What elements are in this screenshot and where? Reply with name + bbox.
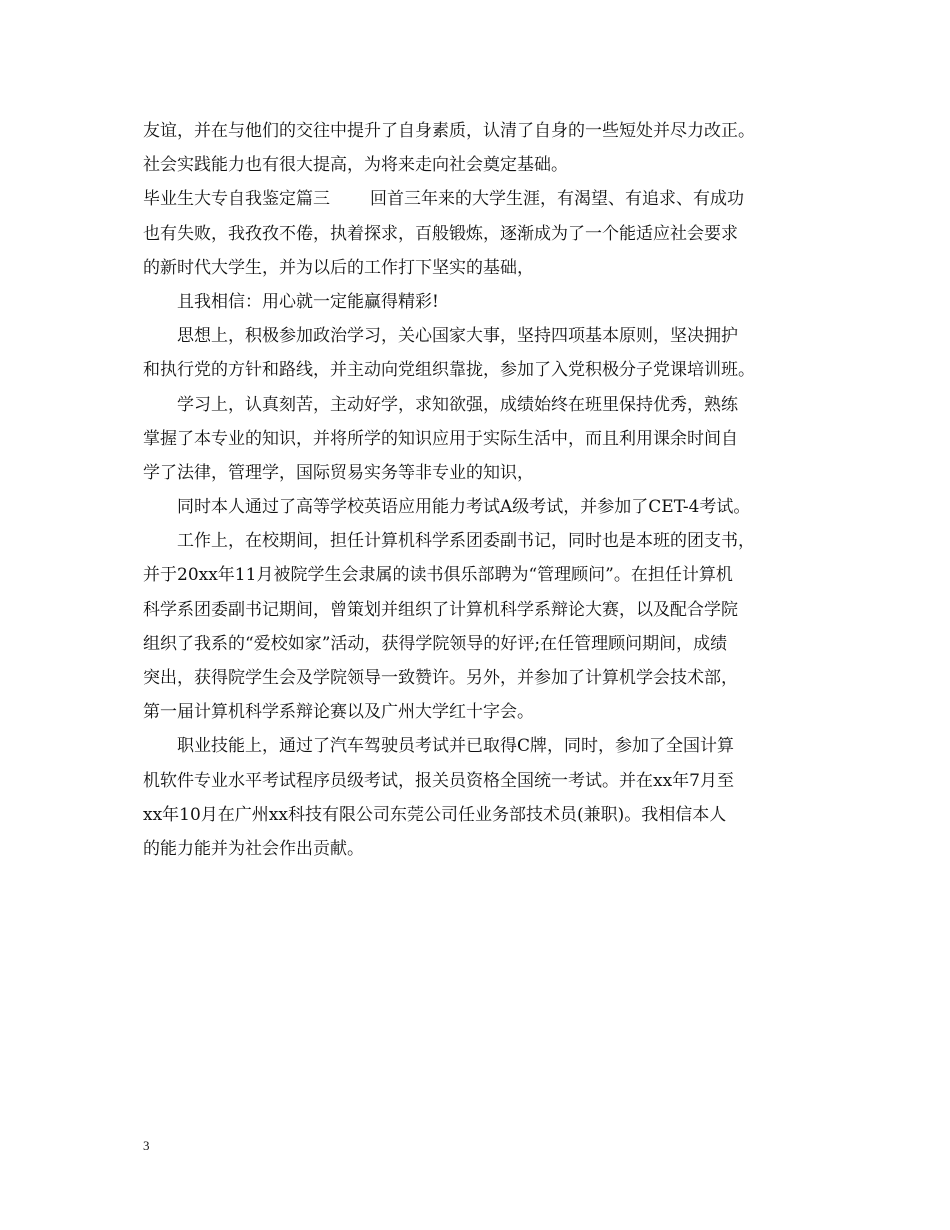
paragraph-thought: 思想上，积极参加政治学习，关心国家大事，坚持四项基本原则，坚决拥护 xyxy=(177,326,738,347)
section-title: 毕业生大专自我鉴定篇三 xyxy=(143,189,330,210)
text-line: 社会实践能力也有很大提高，为将来走向社会奠定基础。 xyxy=(143,155,568,176)
paragraph-study: 学习上，认真刻苦，主动好学，求知欲强，成绩始终在班里保持优秀，熟练 xyxy=(177,394,738,415)
text-line: 学了法律，管理学，国际贸易实务等非专业的知识， xyxy=(143,462,534,483)
text-line: 组织了我系的“爱校如家”活动，获得学院领导的好评;在任管理顾问期间，成绩 xyxy=(143,633,728,654)
text-line: 科学系团委副书记期间，曾策划并组织了计算机科学系辩论大赛，以及配合学院 xyxy=(143,599,738,620)
paragraph-exam: 同时本人通过了高等学校英语应用能力考试A级考试，并参加了CET-4考试。 xyxy=(177,497,751,518)
text-line: 友谊，并在与他们的交往中提升了自身素质，认清了自身的一些短处并尽力改正。 xyxy=(143,121,755,141)
text-line: 且我相信：用心就一定能赢得精彩! xyxy=(177,291,439,312)
text-line: 的能力能并为社会作出贡献。 xyxy=(143,838,364,859)
page-number: 3 xyxy=(143,1138,150,1153)
section-intro-text: 回首三年来的大学生涯，有渴望、有追求、有成功 xyxy=(370,189,744,210)
text-line: 和执行党的方针和路线，并主动向党组织靠拢，参加了入党积极分子党课培训班。 xyxy=(143,360,755,381)
text-line: 掌握了本专业的知识，并将所学的知识应用于实际生活中，而且利用课余时间自 xyxy=(143,428,738,449)
text-line: xx年10月在广州xx科技有限公司东莞公司任业务部技术员(兼职)。我相信本人 xyxy=(143,804,727,825)
text-line: 突出，获得院学生会及学院领导一致赞许。另外，并参加了计算机学会技术部， xyxy=(143,668,738,688)
text-line: 机软件专业水平考试程序员级考试，报关员资格全国统一考试。并在xx年7月至 xyxy=(143,770,734,791)
paragraph-work: 工作上，在校期间，担任计算机科学系团委副书记，同时也是本班的团支书， xyxy=(177,531,755,552)
section-heading-line xyxy=(143,182,813,216)
text-line: 第一届计算机科学系辩论赛以及广州大学红十字会。 xyxy=(143,702,534,723)
text-line: 也有失败，我孜孜不倦，执着探求，百般锻炼，逐渐成为了一个能适应社会要求 xyxy=(143,223,738,244)
text-line: 并于20xx年11月被院学生会隶属的读书俱乐部聘为“管理顾问”。在担任计算机 xyxy=(143,565,733,586)
document-body xyxy=(143,114,813,866)
text-line: 的新时代大学生，并为以后的工作打下坚实的基础， xyxy=(143,257,534,278)
paragraph-skills: 职业技能上，通过了汽车驾驶员考试并已取得C牌，同时，参加了全国计算 xyxy=(177,736,735,757)
